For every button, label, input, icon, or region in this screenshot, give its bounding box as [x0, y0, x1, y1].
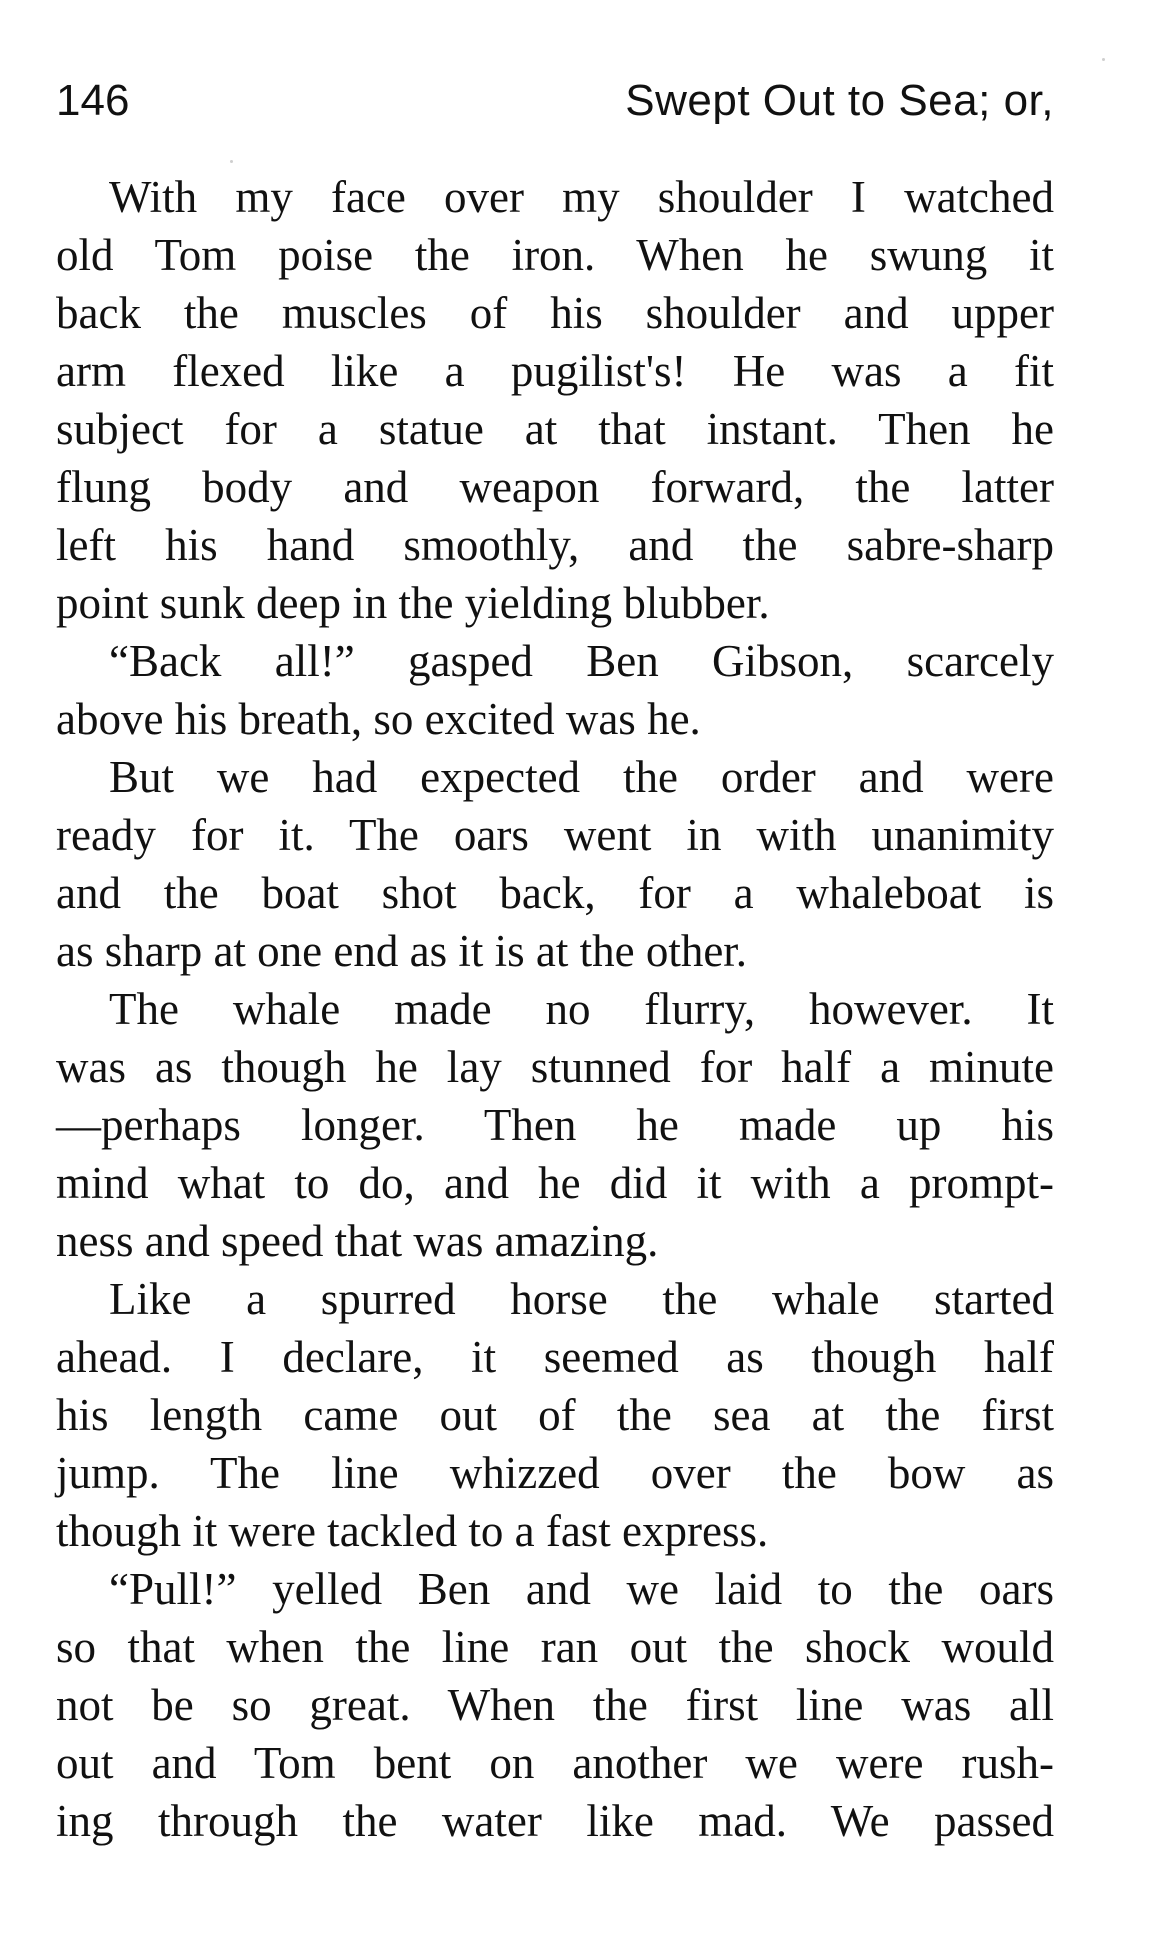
text-line: mind what to do, and he did it with a prompt- [56, 1158, 1054, 1208]
text-line: though it were tackled to a fast express. [56, 1506, 769, 1556]
text-line: ready for it. The oars went in with unanimity [56, 810, 1054, 860]
text-line: his length came out of the sea at the first [56, 1390, 1054, 1440]
text-line: ing through the water like mad. We passed [56, 1796, 1054, 1846]
text-line: left his hand smoothly, and the sabre-sharp [56, 520, 1054, 570]
paragraph [56, 980, 1054, 1270]
text-line: —perhaps longer. Then he made up his [56, 1100, 1054, 1150]
paragraph [56, 1560, 1054, 1850]
body-text [56, 168, 1054, 1850]
text-line: point sunk deep in the yielding blubber. [56, 578, 770, 628]
text-line: jump. The line whizzed over the bow as [56, 1448, 1054, 1498]
page-number: 146 [56, 76, 130, 125]
text-line: old Tom poise the iron. When he swung it [56, 230, 1054, 280]
text-line: not be so great. When the first line was all [56, 1680, 1054, 1730]
text-line: “Back all!” gasped Ben Gibson, scarcely [109, 636, 1054, 686]
text-line: arm flexed like a pugilist's! He was a fit [56, 346, 1054, 396]
text-line: The whale made no flurry, however. It [109, 984, 1054, 1034]
text-line: above his breath, so excited was he. [56, 694, 701, 744]
text-line: as sharp at one end as it is at the other. [56, 926, 748, 976]
paragraph [56, 632, 1054, 748]
paper-speck [230, 160, 233, 163]
running-title: Swept Out to Sea; or, [625, 76, 1054, 125]
text-line: With my face over my shoulder I watched [109, 172, 1054, 222]
text-line: ahead. I declare, it seemed as though half [56, 1332, 1054, 1382]
text-line: Like a spurred horse the whale started [109, 1274, 1054, 1324]
text-line: ness and speed that was amazing. [56, 1216, 659, 1266]
text-line: back the muscles of his shoulder and upper [56, 288, 1054, 338]
paragraph [56, 748, 1054, 980]
text-line: and the boat shot back, for a whaleboat is [56, 868, 1054, 918]
text-line: subject for a statue at that instant. Then he [56, 404, 1054, 454]
text-line: was as though he lay stunned for half a minute [56, 1042, 1054, 1092]
text-line: so that when the line ran out the shock would [56, 1622, 1054, 1672]
running-head [56, 66, 1054, 136]
paragraph [56, 1270, 1054, 1560]
text-line: “Pull!” yelled Ben and we laid to the oars [109, 1564, 1054, 1614]
paper-speck [1102, 58, 1105, 61]
paragraph [56, 168, 1054, 632]
text-line: But we had expected the order and were [109, 752, 1054, 802]
text-line: out and Tom bent on another we were rush- [56, 1738, 1054, 1788]
text-line: flung body and weapon forward, the latter [56, 462, 1054, 512]
